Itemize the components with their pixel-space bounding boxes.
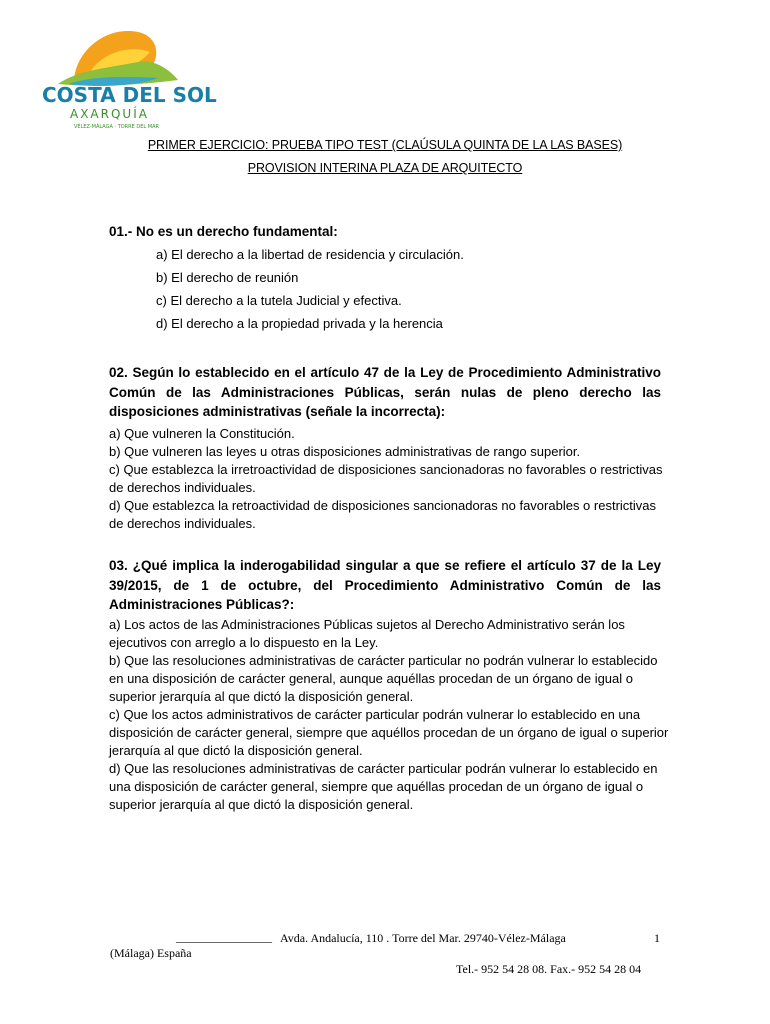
question-2-option-c: c) Que establezca la irretroactividad de disposiciones sancionadoras no favorables o restrictivas de derechos individuales. bbox=[109, 462, 663, 495]
svg-text:AXARQUÍA: AXARQUÍA bbox=[70, 107, 149, 121]
svg-text:COSTA DEL SOL: COSTA DEL SOL bbox=[42, 83, 217, 107]
question-1-text: 01.- No es un derecho fundamental: bbox=[109, 224, 338, 239]
question-2-option-d: d) Que establezca la retroactividad de disposiciones sancionadoras no favorables o restrictivas de derechos individuales. bbox=[109, 498, 657, 531]
page-number: 1 bbox=[654, 931, 660, 945]
question-3-option-d: d) Que las resoluciones administrativas de carácter particular podrán vulnerar lo establecido en una disposición de carácter general, siempre que aquéllas procedan de un órgano de igual o superior jerarquía al que dictó la disposición general. bbox=[109, 761, 658, 812]
footer-region: (Málaga) España bbox=[110, 946, 192, 960]
question-1-option-c: c) El derecho a la tutela Judicial y efectiva. bbox=[156, 293, 402, 308]
question-3-option-b: b) Que las resoluciones administrativas de carácter particular no podrán vulnerar lo establecido en una disposición de carácter general, aunque aquéllas procedan de un órgano de igual o superior jerarquía al que dictó la disposición general. bbox=[109, 653, 658, 704]
question-2-option-b: b) Que vulneren las leyes u otras disposiciones administrativas de rango superior. bbox=[109, 444, 581, 459]
question-3-text: 03. ¿Qué implica la inderogabilidad singular a que se refiere el artículo 37 de la Ley 39/2015, de 1 de octubre, del Procedimiento Administrativo Común de las Administraciones Públicas?: bbox=[109, 558, 661, 612]
question-2-text: 02. Según lo establecido en el artículo 47 de la Ley de Procedimiento Administrativo Común de las Administraciones Públicas, serán nulas de pleno derecho las disposiciones administrativas (señale la incorrecta): bbox=[109, 365, 661, 419]
svg-text:VÉLEZ-MÁLAGA · TORRE DEL MAR: VÉLEZ-MÁLAGA · TORRE DEL MAR bbox=[74, 124, 159, 130]
document-title: PRIMER EJERCICIO: PRUEBA TIPO TEST (CLAÚSULA QUINTA DE LA LAS BASES) bbox=[147, 138, 623, 152]
footer-rule: ________________ bbox=[176, 930, 272, 944]
document-subtitle: PROVISION INTERINA PLAZA DE ARQUITECTO bbox=[247, 161, 523, 175]
footer-address: Avda. Andalucía, 110 . Torre del Mar. 29740-Vélez-Málaga bbox=[280, 931, 566, 945]
question-2-option-a: a) Que vulneren la Constitución. bbox=[109, 426, 295, 441]
question-1-option-a: a) El derecho a la libertad de residencia y circulación. bbox=[156, 247, 464, 262]
question-2-options bbox=[109, 425, 669, 533]
costa-del-sol-logo bbox=[38, 18, 217, 133]
question-1-option-b: b) El derecho de reunión bbox=[156, 270, 299, 285]
question-3-options bbox=[109, 616, 669, 814]
footer-contact: Tel.- 952 54 28 08. Fax.- 952 54 28 04 bbox=[456, 962, 642, 976]
logo-graphic bbox=[38, 18, 217, 133]
question-1-option-d: d) El derecho a la propiedad privada y la herencia bbox=[156, 316, 443, 331]
question-3-option-a: a) Los actos de las Administraciones Públicas sujetos al Derecho Administrativo serán los ejecutivos con arreglo a lo dispuesto en la Ley. bbox=[109, 617, 625, 650]
question-3-option-c: c) Que los actos administrativos de carácter particular podrán vulnerar lo establecido en una disposición de carácter general, siempre que aquéllos procedan de un órgano de igual o superior jerarquía al que dictó la disposición general. bbox=[109, 707, 669, 758]
